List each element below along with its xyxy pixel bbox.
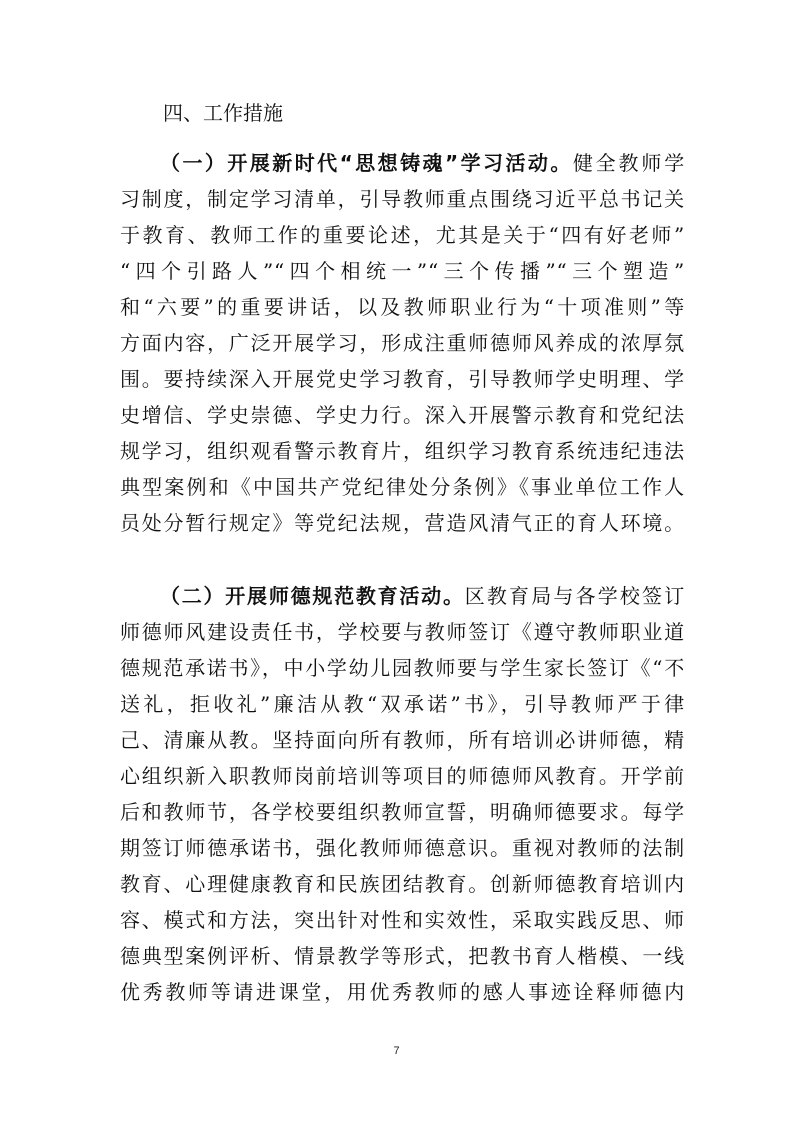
paragraph-line: 心组织新入职教师岗前培训等项目的师德师风教育。开学前 bbox=[120, 764, 685, 788]
paragraph-study-activity bbox=[120, 145, 685, 541]
paragraph-line: 和“六要”的重要讲话，以及教师职业行为“十项准则”等 bbox=[120, 295, 685, 319]
paragraph-line bbox=[120, 578, 685, 614]
paragraph-line: 习制度，制定学习清单，引导教师重点围绕习近平总书记关 bbox=[120, 187, 685, 211]
paragraph-line: 方面内容，广泛开展学习，形成注重师德师风养成的浓厚氛 bbox=[120, 331, 685, 355]
section-heading: 四、工作措施 bbox=[163, 101, 283, 125]
paragraph-line: 围。要持续深入开展党史学习教育，引导教师学史明理、学 bbox=[120, 367, 685, 391]
paragraph-line: 典型案例和《中国共产党纪律处分条例》《事业单位工作人 bbox=[120, 475, 685, 499]
paragraph-line: 史增信、学史崇德、学史力行。深入开展警示教育和党纪法 bbox=[120, 403, 685, 427]
paragraph-ethics-education bbox=[120, 578, 685, 1010]
paragraph-line: 德规范承诺书》，中小学幼儿园教师要与学生家长签订《“不 bbox=[120, 656, 685, 680]
paragraph-line: 容、模式和方法，突出针对性和实效性，采取实践反思、师 bbox=[120, 908, 685, 932]
paragraph-line: 优秀教师等请进课堂，用优秀教师的感人事迹诠释师德内 bbox=[120, 980, 685, 1004]
paragraph-line: 送礼，拒收礼”廉洁从教“双承诺”书》，引导教师严于律 bbox=[120, 692, 685, 716]
paragraph-bold-lead: （二）开展师德规范教育活动。 bbox=[160, 584, 465, 608]
paragraph-line: 于教育、教师工作的重要论述，尤其是关于“四有好老师” bbox=[120, 223, 685, 247]
page-number: 7 bbox=[393, 1045, 400, 1057]
paragraph-line: “四个引路人”“四个相统一”“三个传播”“三个塑造” bbox=[120, 259, 685, 283]
paragraph-line: 教育、心理健康教育和民族团结教育。创新师德教育培训内 bbox=[120, 872, 685, 896]
paragraph-line: 规学习，组织观看警示教育片，组织学习教育系统违纪违法 bbox=[120, 439, 685, 463]
paragraph-line bbox=[120, 145, 685, 181]
paragraph-line-text: 区教育局与各学校签订 bbox=[464, 584, 686, 608]
paragraph-line: 后和教师节，各学校要组织教师宣誓，明确师德要求。每学 bbox=[120, 800, 685, 824]
paragraph-line: 德典型案例评析、情景教学等形式，把教书育人楷模、一线 bbox=[120, 944, 685, 968]
paragraph-line-text: 健全教师学 bbox=[572, 151, 686, 175]
paragraph-line: 期签订师德承诺书，强化教师师德意识。重视对教师的法制 bbox=[120, 836, 685, 860]
paragraph-bold-lead: （一）开展新时代“思想铸魂”学习活动。 bbox=[160, 151, 573, 175]
paragraph-line: 师德师风建设责任书，学校要与教师签订《遵守教师职业道 bbox=[120, 620, 685, 644]
paragraph-line: 员处分暂行规定》等党纪法规，营造风清气正的育人环境。 bbox=[120, 511, 685, 535]
paragraph-line: 己、清廉从教。坚持面向所有教师，所有培训必讲师德，精 bbox=[120, 728, 685, 752]
